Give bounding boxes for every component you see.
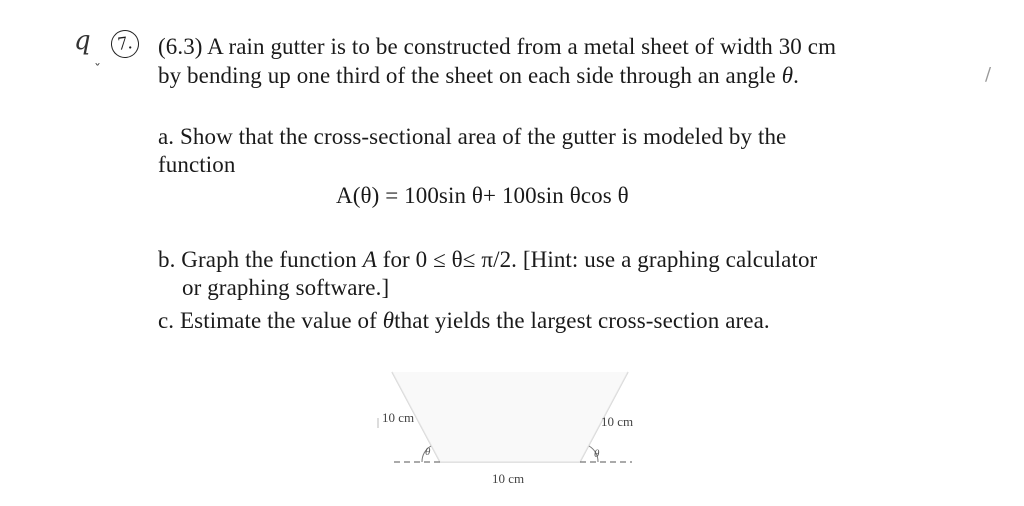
left-side-label: 10 cm bbox=[382, 410, 415, 425]
gutter-diagram bbox=[370, 360, 660, 500]
problem-line-1: (6.3) A rain gutter is to be constructed from a metal sheet of width 30 cm bbox=[158, 34, 837, 59]
left-angle-label: θ bbox=[425, 446, 431, 458]
part-a-line-2: function bbox=[158, 152, 236, 177]
problem-line-2-text: by bending up one third of the sheet on each side through an angle bbox=[158, 63, 782, 88]
theta-symbol: θ bbox=[781, 63, 794, 88]
problem-line-2-period: . bbox=[793, 63, 799, 88]
part-a-line-1: a. Show that the cross-sectional area of the gutter is modeled by the bbox=[158, 124, 787, 149]
part-b-line-1 bbox=[158, 246, 817, 274]
handwritten-tick: ˇ bbox=[94, 62, 101, 78]
theta-symbol-c: θ bbox=[382, 308, 395, 333]
right-side-label: 10 cm bbox=[601, 414, 634, 429]
area-formula: A(θ) = 100sin θ+ 100sin θcos θ bbox=[336, 183, 629, 208]
margin-slash-mark: / bbox=[985, 64, 992, 85]
circled-problem-number: 7. bbox=[109, 28, 141, 60]
part-c-text: c. Estimate the value of bbox=[158, 308, 383, 333]
problem-line-2 bbox=[158, 62, 799, 90]
bottom-side-label: 10 cm bbox=[492, 471, 525, 486]
part-c-line bbox=[158, 307, 770, 335]
handwritten-q-mark: q bbox=[74, 26, 91, 56]
part-b-line-2: or graphing software.] bbox=[182, 275, 390, 300]
part-c-suffix: that yields the largest cross-section area. bbox=[394, 308, 770, 333]
part-b-range: for 0 ≤ θ≤ π/2. [Hint: use a graphing calculator bbox=[376, 247, 818, 272]
function-a-symbol: A bbox=[362, 247, 377, 272]
right-angle-label: θ bbox=[594, 448, 600, 460]
part-b-text: b. Graph the function bbox=[158, 247, 363, 272]
